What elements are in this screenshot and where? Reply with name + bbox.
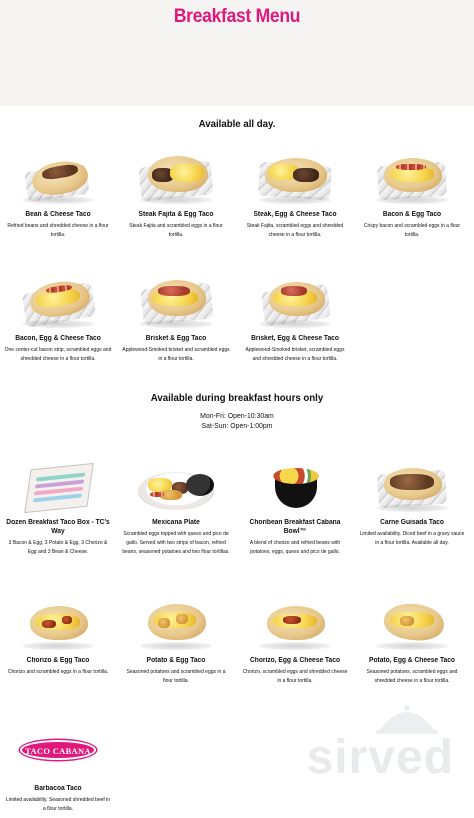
menu-item-carne-guisada-taco[interactable]: [354, 458, 470, 548]
menu-item-brisket-egg-taco[interactable]: [118, 274, 234, 364]
item-description: 3 Bacon & Egg, 3 Potato & Egg, 3 Chorizo & Egg and 3 Bean & Cheese.: [8, 540, 108, 555]
steak-egg-cheese-taco-photo: [253, 150, 337, 210]
item-name: Bean & Cheese Taco: [25, 211, 91, 218]
menu-item-steak-egg-cheese-taco[interactable]: [237, 150, 353, 240]
carne-guisada-taco-photo: [370, 458, 454, 518]
menu-item-bean-cheese-taco[interactable]: [0, 150, 116, 240]
bean-cheese-taco-photo: [16, 150, 100, 210]
taco-cabana-logo: TACO CABANA: [0, 724, 116, 784]
hours-weekday: Mon-Fri: Open-10:30am: [200, 411, 274, 420]
item-name: Chorizo, Egg & Cheese Taco: [249, 657, 341, 664]
item-name: Potato & Egg Taco: [146, 657, 206, 664]
item-name: Steak Fajita & Egg Taco: [138, 211, 214, 218]
menu-item-brisket-egg-cheese-taco[interactable]: [237, 274, 353, 364]
menu-item-choribean-bowl[interactable]: [237, 458, 353, 557]
item-description: Steak Fajita and scrambled eggs in a flour tortilla.: [129, 223, 223, 238]
item-name: Brisket & Egg Taco: [145, 335, 207, 342]
item-description: Applewood-Smoked brisket, scrambled eggs and shredded cheese in a flour tortilla.: [245, 347, 345, 362]
item-description: Steak Fajita, scrambled eggs and shredded cheese in a flour tortilla.: [246, 223, 344, 238]
menu-item-dozen-taco-box[interactable]: [0, 458, 116, 557]
bacon-egg-taco-photo: [370, 150, 454, 210]
bacon-egg-cheese-taco-photo: [16, 274, 100, 334]
choribean-bowl-photo: [253, 458, 337, 518]
item-name: Carne Guisada Taco: [380, 519, 444, 526]
item-description: Refried beans and shredded cheese in a flour tortilla.: [7, 223, 109, 238]
item-name: Mexicana Plate: [152, 519, 200, 526]
item-name: Barbacoa Taco: [34, 785, 82, 792]
item-name: Brisket, Egg & Cheese Taco: [251, 335, 339, 342]
chorizo-egg-cheese-taco-photo: [253, 596, 337, 656]
item-description: Limited availability. Diced beef in a gravy sauce in a flour tortilla. Available all day.: [359, 531, 465, 546]
item-name: Bacon, Egg & Cheese Taco: [15, 335, 101, 342]
steak-fajita-egg-taco-photo: [134, 150, 218, 210]
menu-item-chorizo-egg-taco[interactable]: [0, 596, 116, 677]
item-description: Chorizo, scrambled eggs and shredded cheese in a flour tortilla.: [242, 669, 348, 684]
item-description: Applewood-Smoked brisket and scrambled eggs in a flour tortilla.: [122, 347, 230, 362]
taco-box-photo: [16, 458, 100, 518]
brisket-egg-taco-photo: [134, 274, 218, 334]
page-title: Breakfast Menu: [173, 6, 301, 27]
mexicana-plate-photo: [134, 458, 218, 518]
item-name: Choribean Breakfast Cabana Bowl™: [249, 519, 341, 535]
menu-item-mexicana-plate[interactable]: [118, 458, 234, 557]
menu-item-potato-egg-taco[interactable]: [118, 596, 234, 686]
menu-item-steak-fajita-egg-taco[interactable]: [118, 150, 234, 240]
item-name: Potato, Egg & Cheese Taco: [369, 657, 455, 664]
item-description: Limited availability. Seasoned shredded beef in a flour tortilla.: [5, 797, 111, 812]
item-description: A blend of chorizo and refried beans with potatoes, eggs, queso and pico de gallo.: [249, 540, 341, 555]
menu-item-potato-egg-cheese-taco[interactable]: [354, 596, 470, 686]
menu-item-barbacoa-taco[interactable]: [0, 724, 116, 814]
section-title-all-day: Available all day.: [198, 118, 276, 130]
potato-egg-taco-photo: [134, 596, 218, 656]
item-name: Dozen Breakfast Taco Box - TC's Way: [6, 519, 110, 535]
brisket-egg-cheese-taco-photo: [253, 274, 337, 334]
sirved-watermark: sirved: [306, 731, 454, 784]
chorizo-egg-taco-photo: [16, 596, 100, 656]
item-description: Crispy bacon and scrambled eggs in a flour tortilla.: [363, 223, 461, 238]
item-name: Bacon & Egg Taco: [382, 211, 442, 218]
item-name: Chorizo & Egg Taco: [26, 657, 90, 664]
section-title-breakfast-hours: Available during breakfast hours only: [150, 392, 324, 404]
item-description: Chorizo and scrambled eggs in a flour tortilla.: [7, 669, 109, 675]
item-description: One center-cut bacon strip, scrambled eggs and shredded cheese in a flour tortilla.: [4, 347, 112, 362]
item-name: Steak, Egg & Cheese Taco: [253, 211, 337, 218]
item-description: Seasoned potatoes and scrambled eggs in a flour tortilla.: [126, 669, 226, 684]
hours-weekend: Sat-Sun: Open-1:00pm: [201, 421, 273, 430]
item-description: Seasoned potatoes, scrambled eggs and shredded cheese in a flour tortilla.: [366, 669, 458, 684]
menu-item-bacon-egg-cheese-taco[interactable]: [0, 274, 116, 364]
menu-item-chorizo-egg-cheese-taco[interactable]: [237, 596, 353, 686]
menu-item-bacon-egg-taco[interactable]: [354, 150, 470, 240]
potato-egg-cheese-taco-photo: [370, 596, 454, 656]
item-description: Scrambled eggs topped with queso and pico de gallo. Served with two strips of bacon, refried beans, seasoned potatoes and two flour tortillas.: [122, 531, 230, 555]
